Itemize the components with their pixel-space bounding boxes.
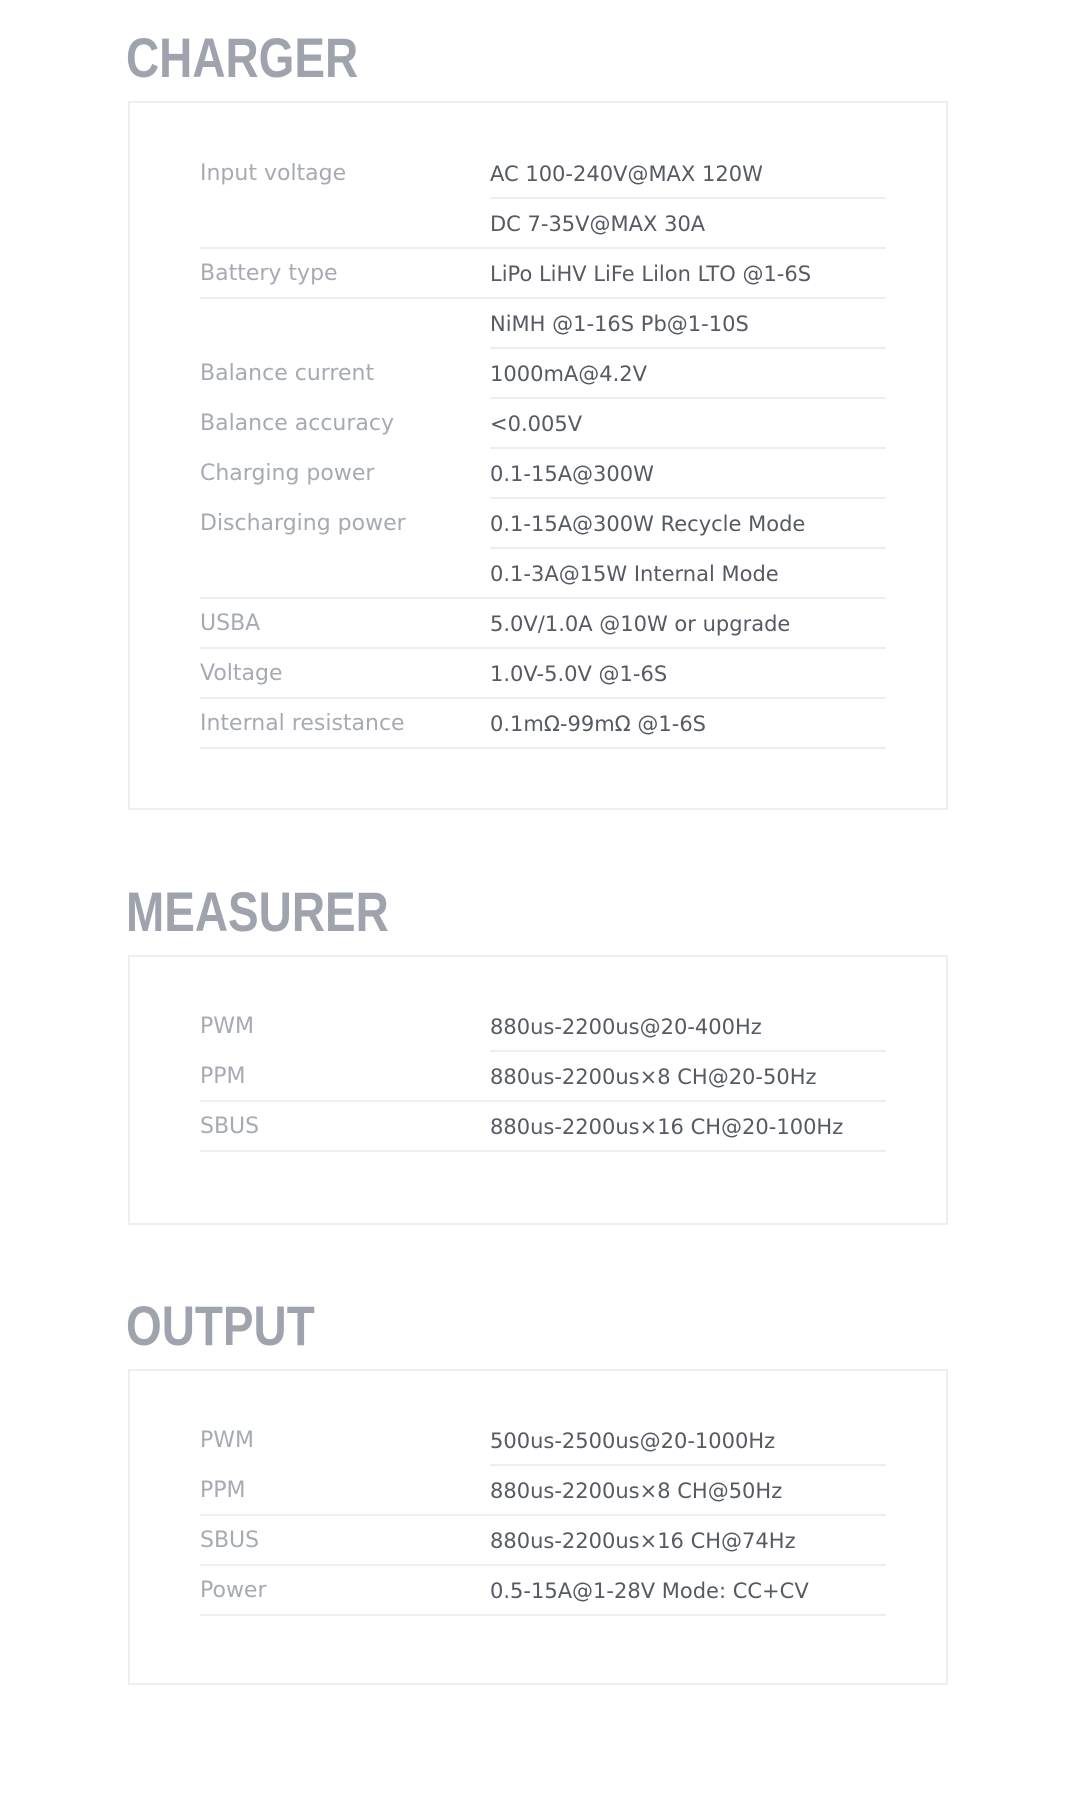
spec-row	[200, 399, 886, 449]
spec-row	[200, 599, 886, 649]
spec-value: NiMH @1-16S Pb@1-10S	[490, 312, 749, 336]
spec-row	[200, 1516, 886, 1566]
spec-label: Balance current	[200, 361, 375, 386]
spec-label: PWM	[200, 1014, 255, 1039]
spec-label: SBUS	[200, 1114, 260, 1139]
spec-row	[200, 1566, 886, 1616]
spec-row	[200, 449, 886, 499]
spec-value: 5.0V/1.0A @10W or upgrade	[490, 612, 791, 636]
spec-label: PWM	[200, 1428, 255, 1453]
spec-value: 880us-2200us@20-400Hz	[490, 1015, 762, 1039]
spec-value: 500us-2500us@20-1000Hz	[490, 1429, 776, 1453]
spec-value: 880us-2200us×16 CH@20-100Hz	[490, 1115, 844, 1139]
spec-row	[200, 349, 886, 399]
spec-row	[200, 499, 886, 549]
spec-row	[200, 549, 886, 599]
spec-value: 1.0V-5.0V @1-6S	[490, 662, 668, 686]
spec-label: Charging power	[200, 461, 375, 486]
measurer-spec-table	[200, 1002, 886, 1152]
spec-label: Input voltage	[200, 161, 347, 186]
spec-row	[200, 1002, 886, 1052]
output-section-title: OUTPUT	[126, 1294, 315, 1357]
spec-label: SBUS	[200, 1528, 260, 1553]
spec-row	[200, 1466, 886, 1516]
spec-value: 0.5-15A@1-28V Mode: CC+CV	[490, 1579, 809, 1603]
spec-value: 880us-2200us×8 CH@20-50Hz	[490, 1065, 817, 1089]
spec-label: Balance accuracy	[200, 411, 394, 436]
spec-label: Discharging power	[200, 511, 406, 536]
spec-label: PPM	[200, 1064, 246, 1089]
spec-value: 880us-2200us×8 CH@50Hz	[490, 1479, 783, 1503]
spec-row	[200, 149, 886, 199]
spec-value: AC 100-240V@MAX 120W	[490, 162, 763, 186]
spec-value: <0.005V	[490, 412, 583, 436]
spec-label: USBA	[200, 611, 261, 636]
spec-row	[200, 1052, 886, 1102]
measurer-spec-card	[128, 955, 948, 1225]
row-divider	[200, 1614, 886, 1616]
spec-value: 880us-2200us×16 CH@74Hz	[490, 1529, 796, 1553]
charger-spec-card	[128, 101, 948, 810]
output-spec-card	[128, 1369, 948, 1685]
spec-value: LiPo LiHV LiFe Lilon LTO @1-6S	[490, 262, 812, 286]
spec-value: 0.1mΩ-99mΩ @1-6S	[490, 712, 707, 736]
spec-label: Voltage	[200, 661, 283, 686]
row-divider	[200, 747, 886, 749]
charger-spec-table	[200, 149, 886, 749]
row-divider	[200, 1150, 886, 1152]
spec-label: Internal resistance	[200, 711, 405, 736]
spec-row	[200, 299, 886, 349]
spec-label: Battery type	[200, 261, 338, 286]
spec-value: DC 7-35V@MAX 30A	[490, 212, 706, 236]
spec-row	[200, 1416, 886, 1466]
spec-row	[200, 699, 886, 749]
spec-row	[200, 649, 886, 699]
measurer-section-title: MEASURER	[126, 880, 389, 943]
charger-section-title: CHARGER	[126, 26, 359, 89]
spec-value: 0.1-15A@300W Recycle Mode	[490, 512, 806, 536]
spec-value: 0.1-15A@300W	[490, 462, 654, 486]
spec-label: Power	[200, 1578, 267, 1603]
spec-label: PPM	[200, 1478, 246, 1503]
output-spec-table	[200, 1416, 886, 1616]
spec-row	[200, 1102, 886, 1152]
spec-row	[200, 249, 886, 299]
spec-row	[200, 199, 886, 249]
spec-value: 1000mA@4.2V	[490, 362, 648, 386]
spec-value: 0.1-3A@15W Internal Mode	[490, 562, 779, 586]
